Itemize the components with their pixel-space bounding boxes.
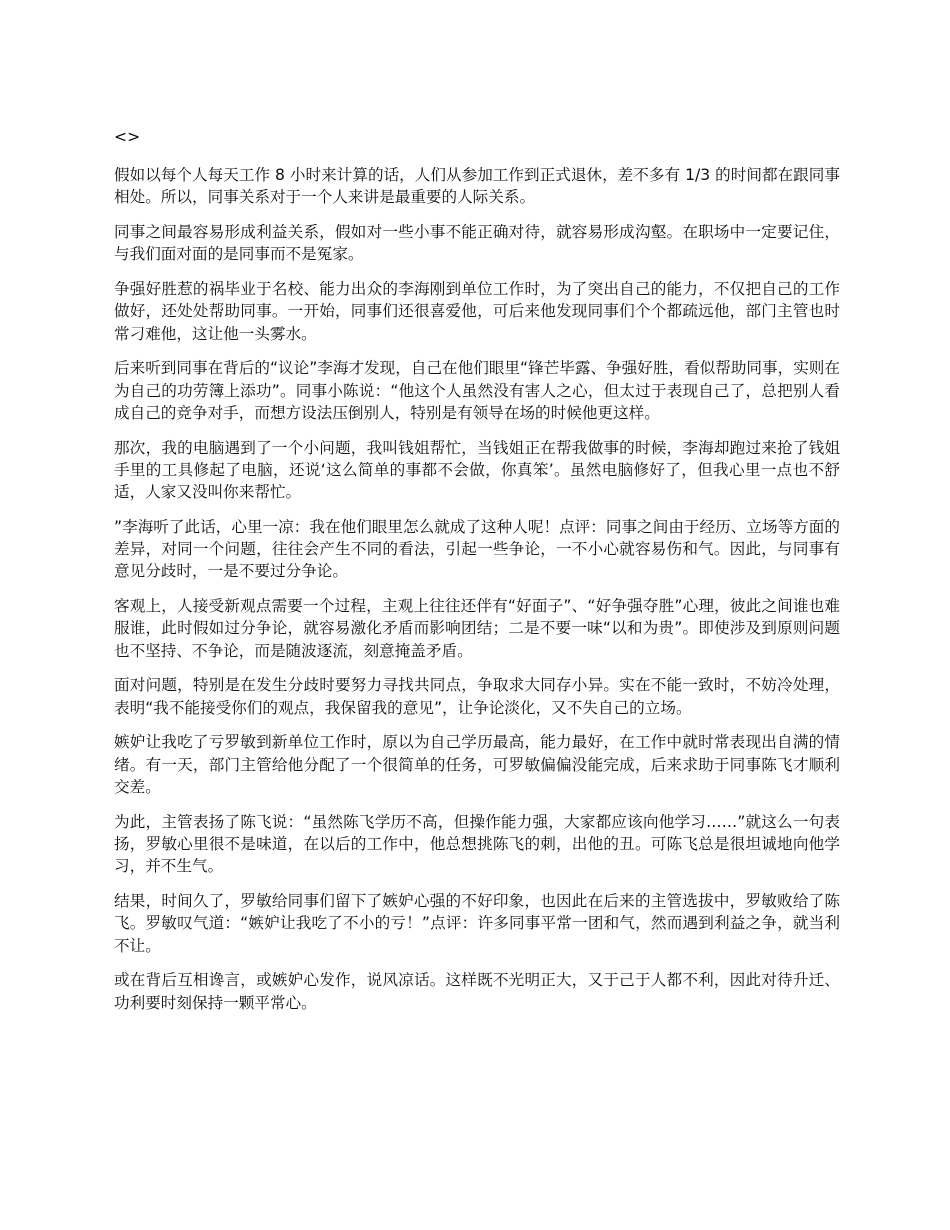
paragraph-6: ”李海听了此话，心里一凉：我在他们眼里怎么就成了这种人呢！点评：同事之间由于经历、立场等方面的差异，对同一个问题，往往会产生不同的看法，引起一些争论，一不小心就容易伤和气。因此，与同事有意见分歧时，一是不要过分争论。 <box>114 517 840 581</box>
paragraph-2: 同事之间最容易形成利益关系，假如对一些小事不能正确对待，就容易形成沟壑。在职场中一定要记住，与我们面对面的是同事而不是冤家。 <box>114 222 840 264</box>
document-page <box>114 126 840 1026</box>
paragraph-10: 为此，主管表扬了陈飞说：“虽然陈飞学历不高，但操作能力强，大家都应该向他学习……”就这么一句表扬，罗敏心里很不是味道，在以后的工作中，他总想挑陈飞的刺，出他的丑。可陈飞总是很坦诚地向他学习，并不生气。 <box>114 812 840 876</box>
paragraph-8: 面对问题，特别是在发生分歧时要努力寻找共同点，争取求大同存小异。实在不能一致时，不妨冷处理，表明“我不能接受你们的观点，我保留我的意见”，让争论淡化，又不失自己的立场。 <box>114 676 840 717</box>
paragraph-1: 假如以每个人每天工作 8 小时来计算的话，人们从参加工作到正式退休，差不多有 1/3 的时间都在跟同事相处。所以，同事关系对于一个人来讲是最重要的人际关系。 <box>114 166 840 207</box>
paragraph-5: 那次，我的电脑遇到了一个小问题，我叫钱姐帮忙，当钱姐正在帮我做事的时候，李海却跑过来抢了钱姐手里的工具修起了电脑，还说‘这么简单的事都不会做，你真笨’。虽然电脑修好了，但我心里一点也不舒适，人家又没叫你来帮忙。 <box>114 438 840 502</box>
paragraph-12: 或在背后互相谗言，或嫉妒心发作，说风凉话。这样既不光明正大，又于己于人都不利，因此对待升迁、功利要时刻保持一颗平常心。 <box>114 971 840 1012</box>
paragraph-3: 争强好胜惹的祸毕业于名校、能力出众的李海刚到单位工作时，为了突出自己的能力，不仅把自己的工作做好，还处处帮助同事。一开始，同事们还很喜爱他，可后来他发现同事们个个都疏远他，部门主管也时常刁难他，这让他一头雾水。 <box>114 279 840 343</box>
header-mark: <> <box>114 128 141 146</box>
paragraph-7: 客观上，人接受新观点需要一个过程，主观上往往还伴有“好面子”、“好争强夺胜”心理，彼此之间谁也难服谁，此时假如过分争论，就容易激化矛盾而影响团结；二是不要一味“以和为贵”。即使涉及到原则问题也不坚持、不争论，而是随波逐流，刻意掩盖矛盾。 <box>114 597 840 660</box>
paragraph-11: 结果，时间久了，罗敏给同事们留下了嫉妒心强的不好印象，也因此在后来的主管选拔中，罗敏败给了陈飞。罗敏叹气道：“嫉妒让我吃了不小的亏！”点评：许多同事平常一团和气，然而遇到利益之争，就当利不让。 <box>114 891 840 955</box>
paragraph-9: 嫉妒让我吃了亏罗敏到新单位工作时，原以为自己学历最高，能力最好，在工作中就时常表现出自满的情绪。有一天，部门主管给他分配了一个很简单的任务，可罗敏偏偏没能完成，后来求助于同事陈飞才顺利交差。 <box>114 733 840 796</box>
paragraph-4: 后来听到同事在背后的“议论”李海才发现，自己在他们眼里“锋芒毕露、争强好胜，看似帮助同事，实则在为自己的功劳簿上添功”。同事小陈说：“他这个人虽然没有害人之心，但太过于表现自己了，总把别人看成自己的竞争对手，而想方设法压倒别人，特别是有领导在场的时候他更这样。 <box>114 359 840 422</box>
